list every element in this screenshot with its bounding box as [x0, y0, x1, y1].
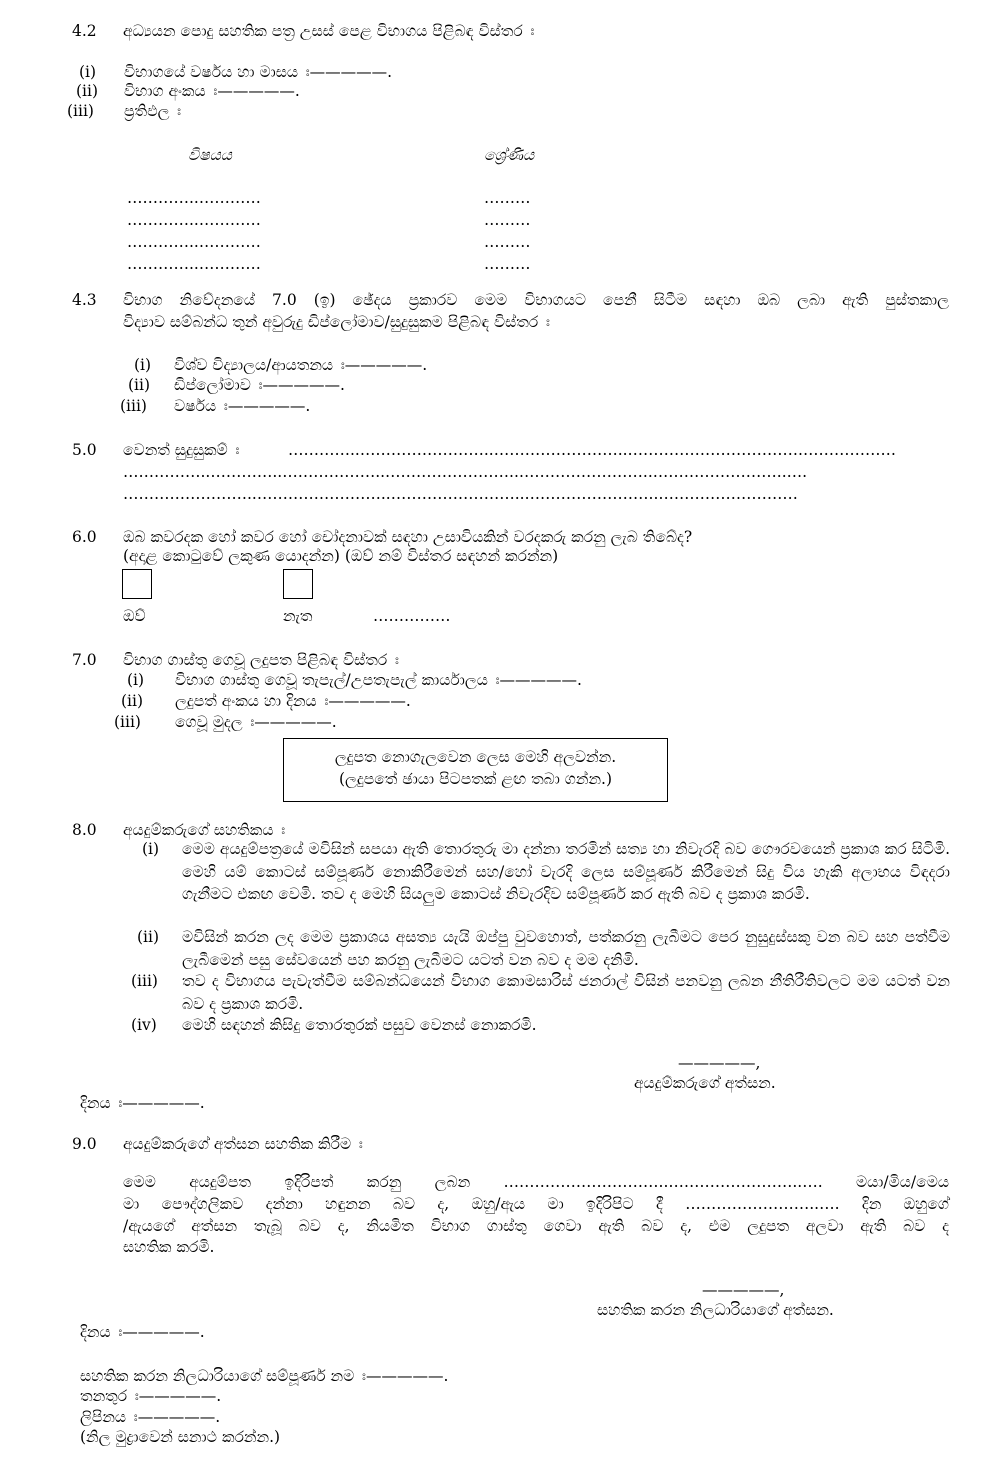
- grade-field[interactable]: ………: [484, 189, 531, 207]
- section-7-0-number: 7.0: [72, 651, 97, 669]
- s70-item-1-number: (i): [127, 671, 145, 689]
- s43-item-3-number: (iii): [120, 397, 147, 415]
- receipt-paste-instruction: ලදුපත නොගැලවෙන ලෙස මෙහි අලවන්න.: [334, 748, 617, 766]
- s42-item-3-number: (iii): [67, 102, 94, 120]
- no-label: නැත: [283, 607, 313, 625]
- declaration-paragraph-4: මෙහි සඳහන් කිසිදු තොරතුරක් පසුව වෙනස් නොකරමි.: [182, 1016, 537, 1034]
- s42-item-1-number: (i): [79, 63, 97, 81]
- other-qualifications-field[interactable]: ……………..…………..………………..……………………..……………………..……………………..….: [123, 463, 808, 481]
- s42-item-2-number: (ii): [76, 82, 99, 100]
- conviction-instruction: (අදාළ කොටුවේ ලකුණ යොදන්න) (ඔව් නම් විස්තර සඳහන් කරන්න): [123, 547, 559, 565]
- s43-item-1-number: (i): [134, 356, 152, 374]
- no-checkbox[interactable]: [283, 569, 313, 599]
- grade-column-header: ශ්‍රේණිය: [484, 146, 535, 164]
- receipt-copy-note: (ලදුපතේ ඡායා පිටපතක් ළඟ තබා ගන්න.): [338, 770, 613, 788]
- other-qualifications-label: වෙනත් සුදුසුකම් ඃ: [123, 441, 240, 459]
- declaration-paragraph-3: තව ද විභාගය පැවැත්වීම සම්බන්ධයෙන් විභාග කොමසාරිස් ජනරාල් විසින් පනවනු ලබන නීතිරීතිවලට මම යටත් වන බව ද ප්‍රකාශ කරමි.: [182, 972, 950, 1013]
- officer-address-field[interactable]: ලිපිනය ඃ—————.: [80, 1408, 221, 1426]
- diploma-field[interactable]: ඩිප්ලෝමාව ඃ—————.: [174, 376, 345, 394]
- s80-item-2-number: (ii): [137, 928, 160, 946]
- s80-item-4-number: (iv): [131, 1016, 157, 1034]
- section-8-0-number: 8.0: [72, 821, 97, 839]
- subject-field[interactable]: …………..…………: [127, 211, 261, 229]
- section-6-0-number: 6.0: [72, 528, 97, 546]
- applicant-date-field[interactable]: දිනය ඃ—————.: [80, 1094, 205, 1112]
- officer-full-name-field[interactable]: සහතික කරන නිලධාරියාගේ සම්පූර්ණ නම ඃ—————.: [80, 1367, 449, 1385]
- officer-date-field[interactable]: දිනය ඃ—————.: [80, 1323, 205, 1341]
- post-office-field[interactable]: විභාග ගාස්තු ගෙවූ තැපැල්/උපතැපැල් කාර්යාලය ඃ—————.: [175, 671, 582, 689]
- grade-field[interactable]: ………: [484, 255, 531, 273]
- yes-checkbox[interactable]: [122, 569, 152, 599]
- other-qualifications-field[interactable]: …………..……………………..……………………..…………………………….………………: [288, 441, 896, 459]
- subject-column-header: විෂයය: [188, 146, 232, 164]
- declaration-paragraph-1: මෙම අයදුම්පත්‍රයේ මවිසින් සපයා ඇති තොරතුරු මා දන්නා තරමින් සත්‍ය හා නිවැරදි බව ගෞරවයෙන් ප්‍රකාශ කර සිටිමි. මෙහි යම් කොටස් සම්පූර්ණ නොකිරීමෙන් සහ/හෝ වැරදි ලෙස සම්පූර්ණ කිරීමෙන් සිදු විය හැකි අලාභය විඳදරා ගැනීමට එකඟ වෙමි. තව ද මෙහි සියලුම කොටස් නිවැරදිව සම්පූර්ණ කර ඇති බව ද ප්‍රකාශ කරමි.: [182, 840, 950, 903]
- other-qualifications-field[interactable]: ……………………..……………………..……………………..……………………..………………………: [123, 485, 798, 503]
- diploma-year-field[interactable]: වර්ෂය ඃ—————.: [174, 397, 311, 415]
- attestation-line-2: මා පෞද්ගලිකව දන්නා හඳුනන බව ද, ඔහු/ඇය මා ඉදිරිපිට දී ……………………..…. දින ඔහුගේ: [123, 1195, 949, 1213]
- university-institute-field[interactable]: විශ්ව විද්‍යාලය/ආයතනය ඃ—————.: [174, 356, 428, 374]
- s70-item-2-number: (ii): [121, 692, 144, 710]
- conviction-details-field[interactable]: ……………: [373, 607, 451, 625]
- amount-paid-field[interactable]: ගෙවූ මුදල ඃ—————.: [175, 713, 337, 731]
- section-4-3-text-line-2: විද්‍යාව සම්බන්ධ තුන් අවුරුදු ඩිප්ලෝමාව/සුදුසුකම පිළිබඳ විස්තර ඃ: [123, 313, 550, 331]
- attestation-line-3: /ඇයගේ අත්සන තැබූ බව ද, නියමිත විභාග ගාස්තු ගෙවා ඇති බව ද, එම ලදුපත අලවා ඇති බව ද: [123, 1217, 949, 1235]
- yes-label: ඔව්: [123, 607, 146, 625]
- declaration-paragraph-2: මවිසින් කරන ලද මෙම ප්‍රකාශය අසත්‍ය යැයි ඔප්පු වුවහොත්, පත්කරනු ලැබීමට පෙර නුසුදුස්සකු වන බව සහ පත්වීම ලැබීමෙන් පසු සේවයෙන් පහ කරනු ලැබීමට යටත් වන බව ද මම දනිමි.: [182, 928, 950, 969]
- official-seal-note: (නිල මුද්‍රාවෙන් සනාථ කරන්න.): [80, 1428, 281, 1446]
- subject-field[interactable]: …………..…………: [127, 255, 261, 273]
- exam-year-month-field[interactable]: විභාගයේ වර්ෂය හා මාසය ඃ—————.: [124, 63, 393, 81]
- conviction-question: ඔබ කවරදක හෝ කවර හෝ චෝදනාවක් සඳහා උසාවියකින් වරදකරු කරනු ලැබ තිබේද?: [123, 528, 693, 546]
- receipt-paste-box: [283, 738, 668, 802]
- results-label: ප්‍රතිඵල ඃ: [124, 102, 182, 120]
- section-8-0-title: අයදුම්කරුගේ සහතිකය ඃ: [123, 821, 286, 839]
- s80-item-1-number: (i): [142, 840, 160, 858]
- applicant-signature-line[interactable]: —————,: [678, 1054, 761, 1072]
- s43-item-2-number: (ii): [128, 376, 151, 394]
- attestation-line-1: මෙම අයදුම්පත ඉදිරිපත් කරනු ලබන …………………………..……………………..…. මයා/මිය/මෙය: [123, 1173, 949, 1191]
- grade-field[interactable]: ………: [484, 233, 531, 251]
- grade-field[interactable]: ………: [484, 211, 531, 229]
- receipt-number-date-field[interactable]: ලදුපත් අංකය හා දිනය ඃ—————.: [175, 692, 411, 710]
- attestation-line-4: සහතික කරමි.: [123, 1238, 215, 1256]
- applicant-signature-label: අයදුම්කරුගේ අත්සන.: [634, 1074, 776, 1092]
- section-4-2-title: අධ්‍යයන පොදු සහතික පත්‍ර උසස් පෙළ විභාගය පිළිබඳ විස්තර ඃ: [123, 22, 535, 40]
- officer-position-field[interactable]: තනතුර ඃ—————.: [80, 1387, 222, 1405]
- subject-field[interactable]: …………..…………: [127, 233, 261, 251]
- section-9-0-number: 9.0: [72, 1135, 97, 1153]
- section-4-3-number: 4.3: [72, 291, 97, 309]
- section-5-0-number: 5.0: [72, 441, 97, 459]
- officer-signature-line[interactable]: —————,: [702, 1281, 785, 1299]
- exam-index-field[interactable]: විභාග අංකය ඃ—————.: [124, 82, 300, 100]
- officer-signature-label: සහතික කරන නිලධාරියාගේ අත්සන.: [597, 1301, 834, 1319]
- s80-item-3-number: (iii): [131, 972, 158, 990]
- s70-item-3-number: (iii): [114, 713, 141, 731]
- section-4-2-number: 4.2: [72, 22, 97, 40]
- section-7-0-title: විභාග ගාස්තු ගෙවූ ලදුපත පිළිබඳ විස්තර ඃ: [123, 651, 399, 669]
- section-4-3-text-line-1: විභාග නිවේදනයේ 7.0 (ඉ) ඡේදය ප්‍රකාරව මෙම විභාගයට පෙනී සිටීම සඳහා ඔබ ලබා ඇති පුස්තකාල: [123, 291, 949, 309]
- section-9-0-title: අයදුම්කරුගේ අත්සන සහතික කිරීම ඃ: [123, 1135, 363, 1153]
- subject-field[interactable]: …………..…………: [127, 189, 261, 207]
